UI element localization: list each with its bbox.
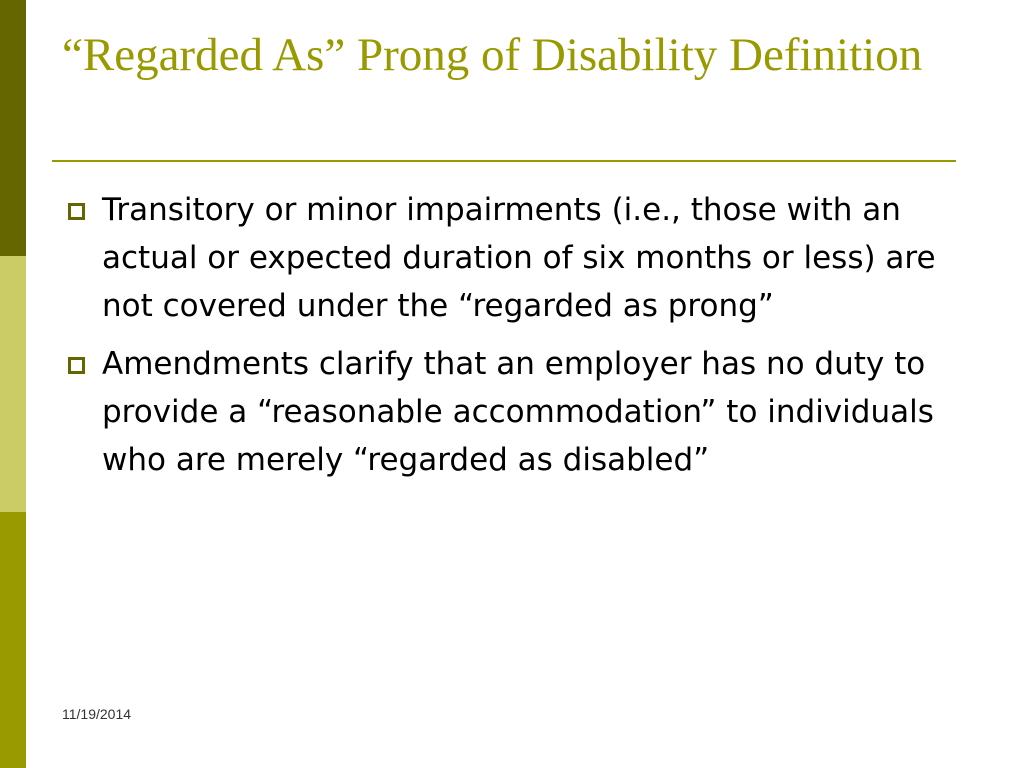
side-bar-segment-olive xyxy=(0,512,26,768)
title-divider xyxy=(52,160,956,162)
bullet-text: Transitory or minor impairments (i.e., those with an actual or expected duration of six months or less) are not covered under the “regarded as prong” xyxy=(102,192,936,324)
bullet-list xyxy=(62,186,962,494)
bullet-item xyxy=(62,186,962,330)
footer-date: 11/19/2014 xyxy=(62,706,132,722)
side-bar-segment-light xyxy=(0,256,26,512)
square-bullet-icon xyxy=(68,203,85,220)
slide-title: “Regarded As” Prong of Disability Definition xyxy=(62,29,923,81)
square-bullet-icon xyxy=(68,357,85,374)
side-accent-bar xyxy=(0,0,26,768)
bullet-item xyxy=(62,340,962,484)
side-bar-segment-dark xyxy=(0,0,26,256)
bullet-text: Amendments clarify that an employer has no duty to provide a “reasonable accommodation” to individuals who are merely “regarded as disabled” xyxy=(102,346,934,478)
